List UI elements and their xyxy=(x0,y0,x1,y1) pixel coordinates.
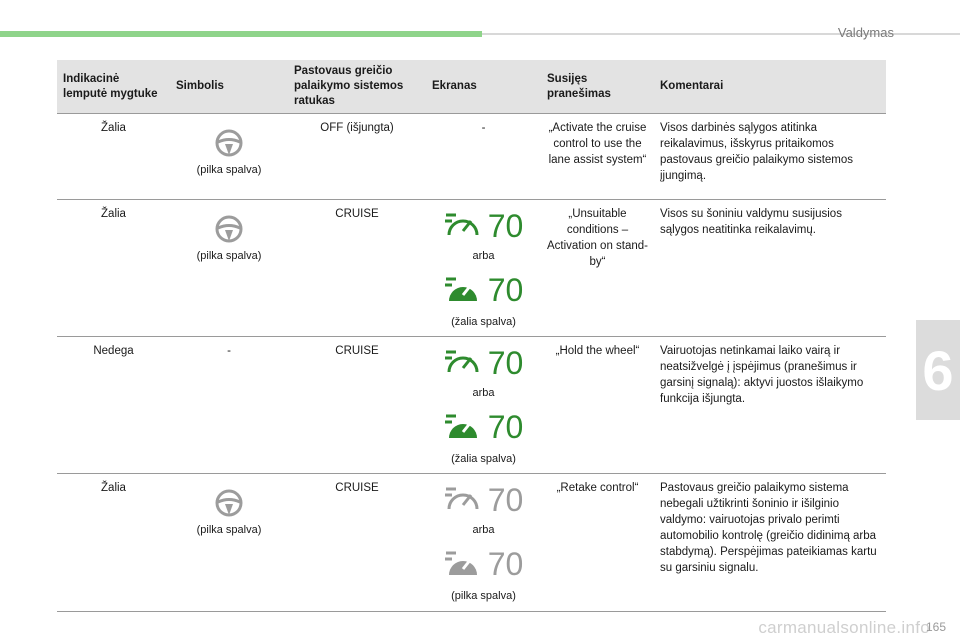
display-or: arba xyxy=(472,387,495,399)
section-title: Valdymas xyxy=(837,25,894,40)
header-message: Susijęs pranešimas xyxy=(541,60,654,114)
display-caption: (pilka spalva) xyxy=(451,590,516,602)
cell-display xyxy=(426,337,541,474)
cell-comment: Vairuotojas netinkamai laiko vairą ir neatsižvelgė į įspėjimus (pranešimus ir garsinį signalą): aktyvi juostos išlaikymo funkcija išjungta. xyxy=(654,337,886,474)
speed-value: 70 xyxy=(487,272,524,308)
cell-message: „Activate the cruise control to use the lane assist system“ xyxy=(541,114,654,200)
speed-value: 70 xyxy=(487,345,524,381)
cell-indicator: Žalia xyxy=(57,474,170,612)
display-caption: (žalia spalva) xyxy=(451,453,516,465)
cruise-speedometer-filled-icon xyxy=(444,275,482,305)
speed-value: 70 xyxy=(487,208,524,244)
table-row xyxy=(57,200,886,337)
speed-value: 70 xyxy=(487,482,524,518)
display-filled xyxy=(432,544,535,584)
table-header-row xyxy=(57,60,886,114)
cell-display xyxy=(426,474,541,612)
cruise-speedometer-outline-icon xyxy=(444,211,482,241)
display-filled xyxy=(432,270,535,310)
cell-symbol xyxy=(170,474,288,612)
cell-indicator: Žalia xyxy=(57,200,170,337)
header-wheel: Pastovaus greičio palaikymo sistemos ratukas xyxy=(288,60,426,114)
display-or: arba xyxy=(472,524,495,536)
cell-wheel-state: CRUISE xyxy=(288,474,426,612)
header-comment: Komentarai xyxy=(654,60,886,114)
display-or: arba xyxy=(472,250,495,262)
cell-display: - xyxy=(426,114,541,200)
table-row xyxy=(57,337,886,474)
cell-wheel-state: CRUISE xyxy=(288,200,426,337)
chapter-number: 6 xyxy=(922,338,954,402)
cruise-speedometer-outline-icon xyxy=(444,348,482,378)
cruise-lane-status-table xyxy=(57,60,886,612)
cruise-speedometer-outline-icon xyxy=(444,485,482,515)
steering-wheel-icon xyxy=(214,488,244,518)
header-display: Ekranas xyxy=(426,60,541,114)
display-outline xyxy=(432,343,535,383)
cell-symbol: - xyxy=(170,337,288,474)
cell-message: „Unsuitable conditions – Activation on stand-by“ xyxy=(541,200,654,337)
display-outline xyxy=(432,206,535,246)
cruise-speedometer-filled-icon xyxy=(444,412,482,442)
steering-wheel-icon xyxy=(214,128,244,158)
watermark: carmanualsonline.info xyxy=(758,618,930,637)
cruise-speedometer-filled-icon xyxy=(444,549,482,579)
display-outline xyxy=(432,480,535,520)
cell-comment: Visos darbinės sąlygos atitinka reikalavimus, išskyrus pritaikomos pastovaus greičio palaikymo sistemos įjungimą. xyxy=(654,114,886,200)
cell-comment: Pastovaus greičio palaikymo sistema nebegali užtikrinti šoninio ir išilginio valdymo: vairuotojas privalo perimti automobilio kontrolę (greičio didinimą arba stabdymą). Perspėjimas pateikiamas kartu su garsiniu signalu. xyxy=(654,474,886,612)
speed-value: 70 xyxy=(487,546,524,582)
cell-wheel-state: CRUISE xyxy=(288,337,426,474)
header-indicator: Indikacinė lemputė mygtuke xyxy=(57,60,170,114)
cell-indicator: Nedega xyxy=(57,337,170,474)
display-filled xyxy=(432,407,535,447)
display-caption: (žalia spalva) xyxy=(451,316,516,328)
page-number: 165 xyxy=(925,620,946,634)
cell-message: „Retake control“ xyxy=(541,474,654,612)
header-symbol: Simbolis xyxy=(170,60,288,114)
cell-display xyxy=(426,200,541,337)
symbol-caption: (pilka spalva) xyxy=(196,164,262,176)
cell-indicator: Žalia xyxy=(57,114,170,200)
steering-wheel-icon xyxy=(214,214,244,244)
cell-message: „Hold the wheel“ xyxy=(541,337,654,474)
symbol-caption: (pilka spalva) xyxy=(196,524,262,536)
cell-wheel-state: OFF (išjungta) xyxy=(288,114,426,200)
cell-comment: Visos su šoniniu valdymu susijusios sąlygos neatitinka reikalavimų. xyxy=(654,200,886,337)
cell-symbol xyxy=(170,200,288,337)
speed-value: 70 xyxy=(487,409,524,445)
top-accent-bar xyxy=(0,31,482,37)
symbol-caption: (pilka spalva) xyxy=(196,250,262,262)
table-row xyxy=(57,474,886,612)
cell-symbol xyxy=(170,114,288,200)
table-row xyxy=(57,114,886,200)
chapter-tab xyxy=(916,320,960,420)
